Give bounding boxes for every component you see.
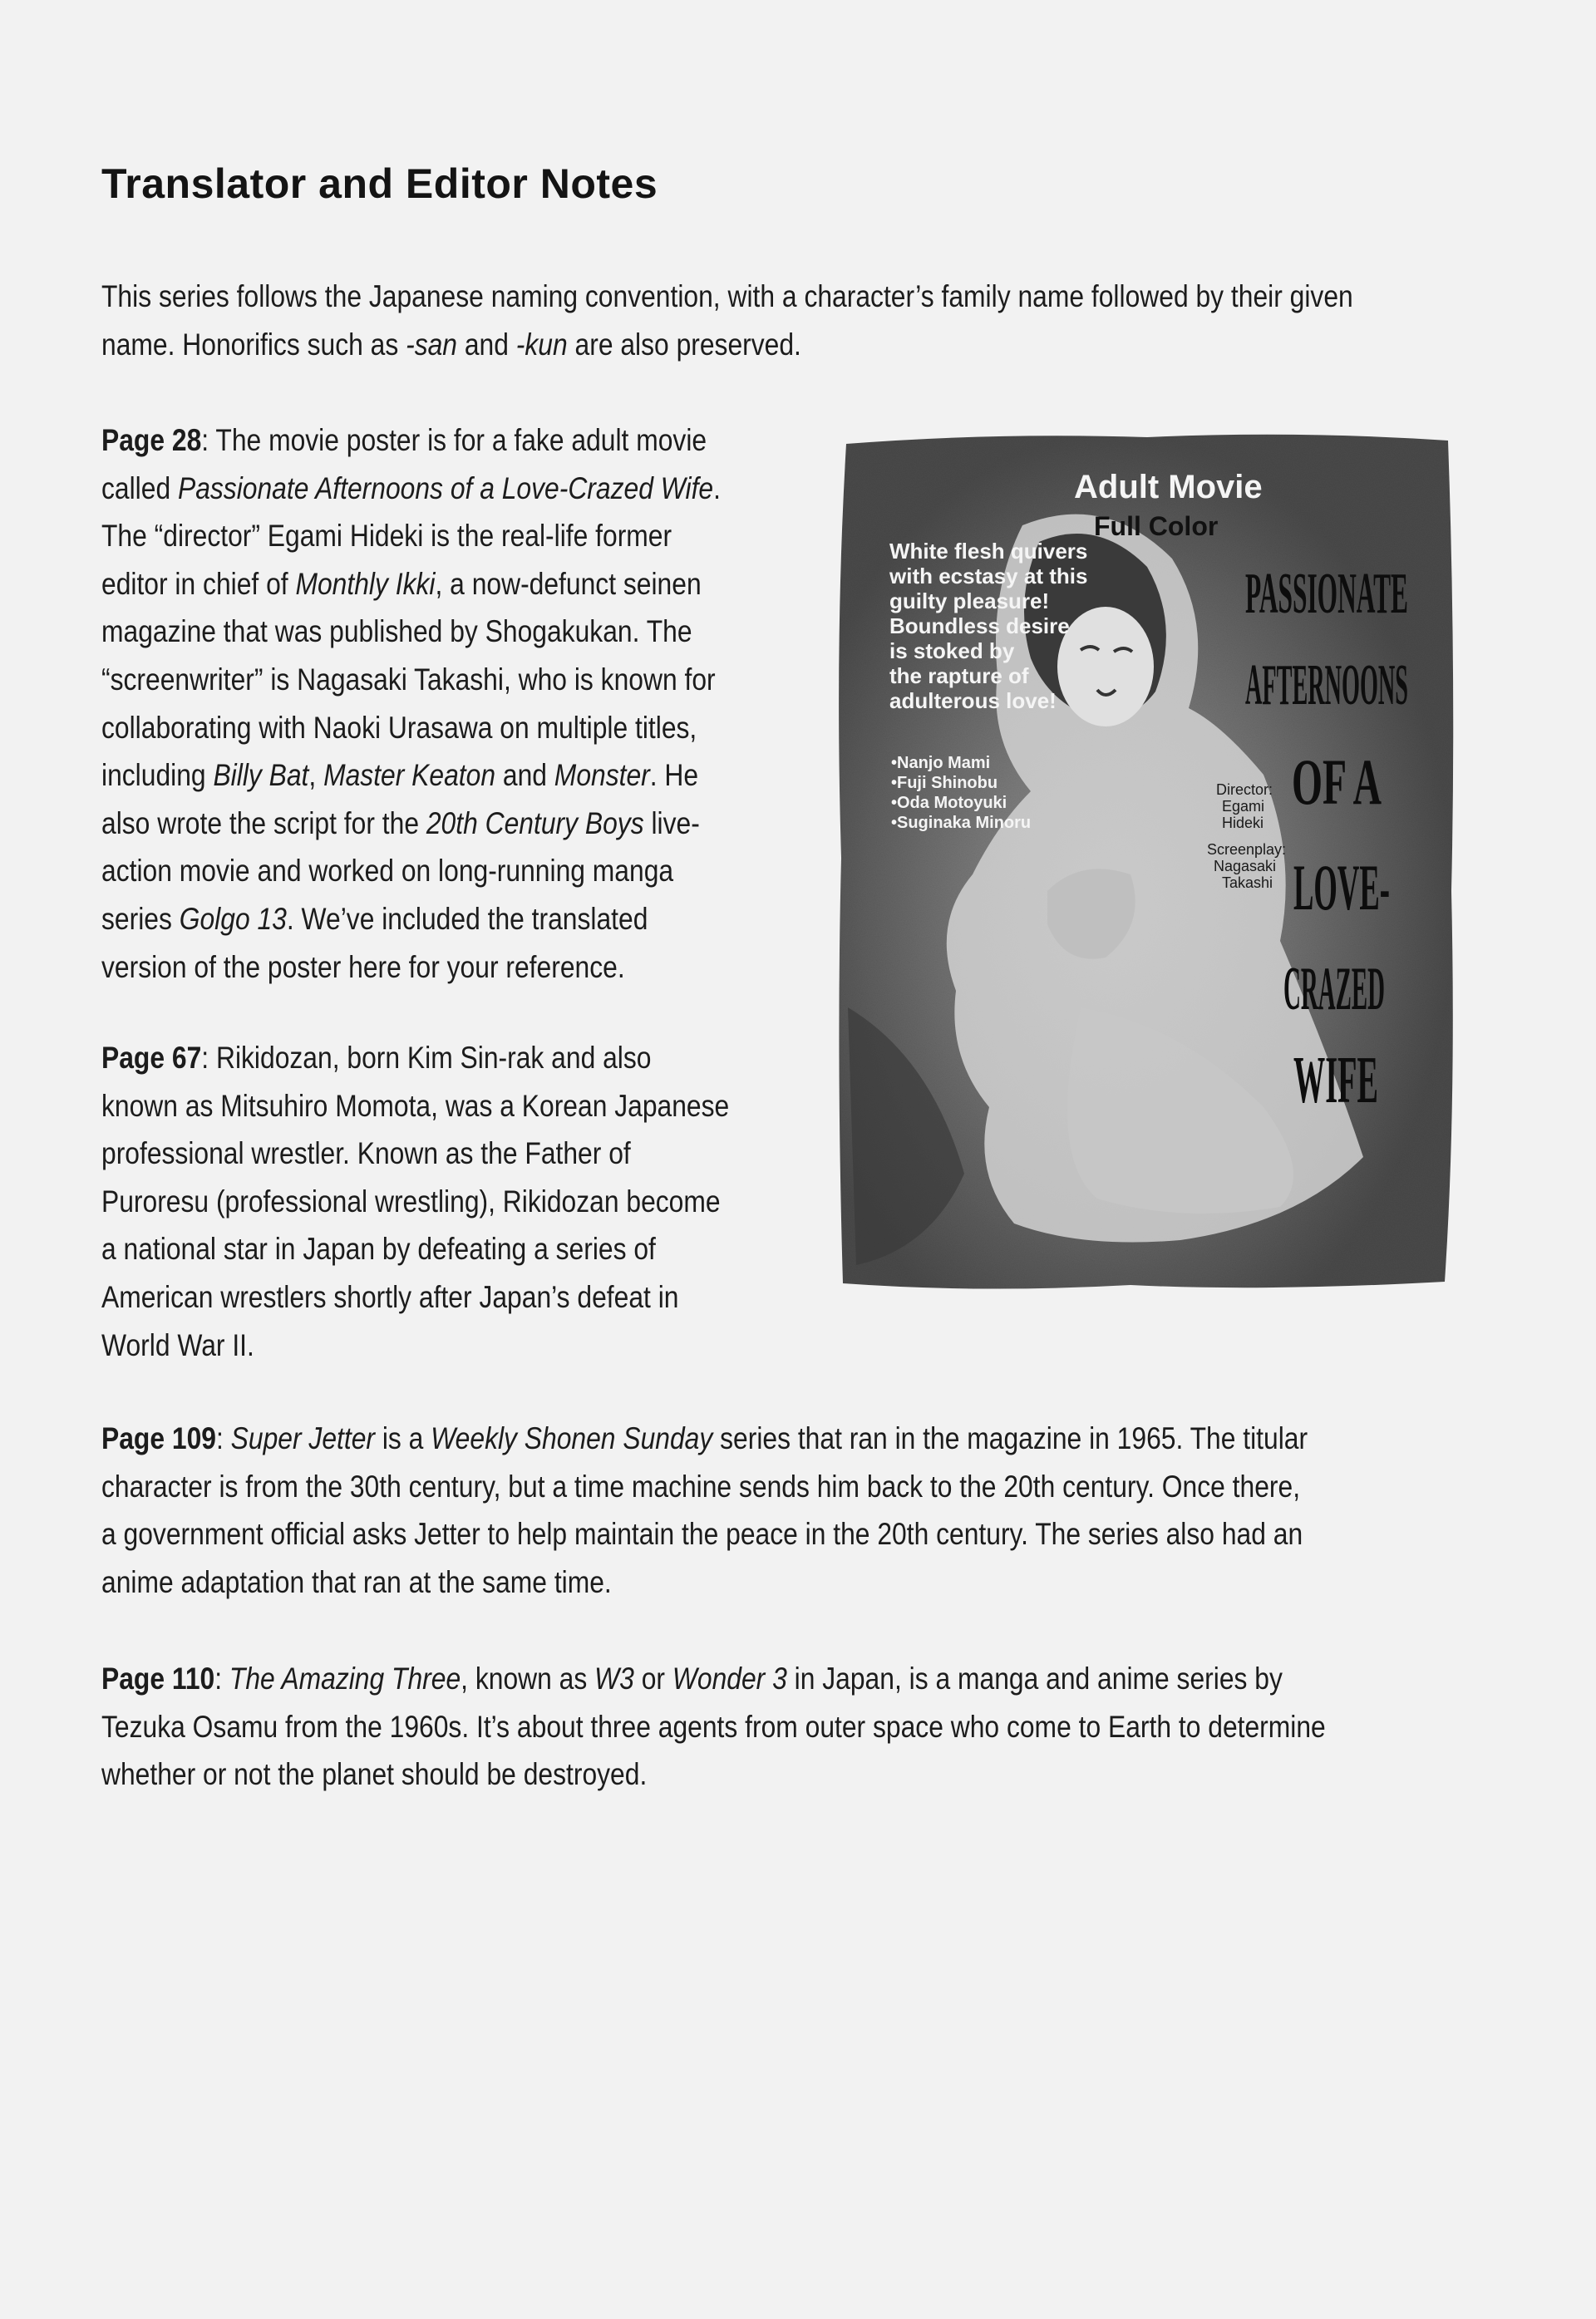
note-text: , a now-defunct seinen xyxy=(435,566,702,601)
note-text: , known as xyxy=(461,1662,595,1696)
tagline-line: guilty pleasure! xyxy=(889,588,1050,613)
title-italic: Wonder 3 xyxy=(672,1662,787,1696)
note-page-110 xyxy=(101,1655,1574,1799)
title-italic: Master Keaton xyxy=(323,758,496,793)
note-text: a national star in Japan by defeating a series of xyxy=(101,1232,656,1267)
tagline-line: White flesh quivers xyxy=(889,539,1088,564)
note-text: The “director” Egami Hideki is the real-life former xyxy=(101,519,672,554)
screenplay-name: Nagasaki xyxy=(1214,858,1277,874)
note-text: . He xyxy=(649,758,699,793)
note-text: American wrestlers shortly after Japan’s defeat in xyxy=(101,1279,679,1314)
note-text: collaborating with Naoki Urasawa on multiple titles, xyxy=(101,710,697,745)
title-italic: Super Jetter xyxy=(230,1421,376,1455)
note-text: called xyxy=(101,470,178,505)
title-italic: Passionate Afternoons of a Love-Crazed Wife xyxy=(177,470,714,505)
note-text: : xyxy=(214,1662,229,1696)
note-text: live- xyxy=(643,805,700,840)
title-italic: Monster xyxy=(554,758,650,793)
note-text: : Rikidozan, born Kim Sin-rak and also xyxy=(201,1041,652,1075)
title-line: PASSIONATE xyxy=(1245,562,1408,626)
note-text: is a xyxy=(375,1421,431,1455)
note-text: series that ran in the magazine in 1965. The titular xyxy=(712,1421,1308,1455)
tagline-line: Boundless desire xyxy=(889,613,1070,638)
note-text: including xyxy=(101,758,214,793)
tagline-line: is stoked by xyxy=(889,638,1015,663)
title-italic: Monthly Ikki xyxy=(295,566,436,601)
note-text: also wrote the script for the xyxy=(101,805,426,840)
tagline-line: the rapture of xyxy=(889,663,1029,688)
note-text: . We’ve included the translated xyxy=(286,901,648,936)
cast-name: •Suginaka Minoru xyxy=(891,814,1032,832)
note-text: or xyxy=(633,1662,672,1696)
note-label: Page 110 xyxy=(101,1662,215,1696)
note-text: World War II. xyxy=(101,1327,254,1362)
note-page-67 xyxy=(101,1034,880,1369)
intro-paragraph xyxy=(101,273,1574,368)
note-text: . xyxy=(713,470,721,505)
note-text: : xyxy=(215,1421,231,1455)
note-text: series xyxy=(101,901,180,936)
title-italic: Billy Bat xyxy=(213,758,309,793)
honorific-kun: -kun xyxy=(515,327,568,362)
director-name: Hideki xyxy=(1222,815,1264,831)
title-line: OF A xyxy=(1292,746,1382,818)
poster-header-fullcolor: Full Color xyxy=(1094,511,1219,541)
note-text: professional wrestler. Known as the Father of xyxy=(101,1136,631,1171)
note-text: a government official asks Jetter to help maintain the peace in the 20th century. The series also had an xyxy=(101,1517,1303,1552)
note-text: , xyxy=(308,758,324,793)
note-text: and xyxy=(495,758,554,793)
intro-text: are also preserved. xyxy=(567,327,801,362)
title-italic: Weekly Shonen Sunday xyxy=(431,1421,713,1455)
note-label: Page 109 xyxy=(101,1421,216,1455)
title-line: LOVE- xyxy=(1293,851,1390,923)
note-text: Tezuka Osamu from the 1960s. It’s about three agents from outer space who come to Earth to determine xyxy=(101,1709,1326,1744)
director-name: Egami xyxy=(1222,798,1265,815)
note-text: editor in chief of xyxy=(101,566,296,601)
cast-name: •Oda Motoyuki xyxy=(891,794,1007,812)
note-text: magazine that was published by Shogakukan. The xyxy=(101,614,692,649)
screenplay-label: Screenplay: xyxy=(1207,841,1287,858)
intro-text: and xyxy=(456,327,516,362)
director-label: Director: xyxy=(1216,781,1273,798)
honorific-san: -san xyxy=(406,327,457,362)
note-text: action movie and worked on long-running manga xyxy=(101,854,674,889)
tagline-line: adulterous love! xyxy=(889,688,1057,713)
tagline-line: with ecstasy at this xyxy=(889,564,1088,588)
note-label: Page 67 xyxy=(101,1041,202,1075)
note-page-109 xyxy=(101,1415,1574,1606)
intro-text: name. Honorifics such as xyxy=(101,327,406,362)
note-text: version of the poster here for your reference. xyxy=(101,949,625,984)
note-text: : The movie poster is for a fake adult movie xyxy=(201,423,707,457)
cast-name: •Fuji Shinobu xyxy=(891,774,998,792)
title-italic: Golgo 13 xyxy=(179,901,287,936)
note-text: Puroresu (professional wrestling), Rikidozan become xyxy=(101,1184,721,1219)
title-italic: 20th Century Boys xyxy=(426,805,644,840)
note-text: whether or not the planet should be destroyed. xyxy=(101,1757,648,1792)
note-page-28 xyxy=(101,416,880,991)
note-text: in Japan, is a manga and anime series by xyxy=(786,1662,1283,1696)
title-italic: W3 xyxy=(594,1662,634,1696)
note-text: character is from the 30th century, but a time machine sends him back to the 20th century. Once there, xyxy=(101,1469,1301,1504)
movie-poster xyxy=(831,426,1461,1297)
title-line: AFTERNOONS xyxy=(1245,653,1408,717)
note-label: Page 28 xyxy=(101,423,202,457)
note-text: “screenwriter” is Nagasaki Takashi, who is known for xyxy=(101,662,716,697)
page-title: Translator and Editor Notes xyxy=(101,160,658,207)
title-italic: The Amazing Three xyxy=(229,1662,461,1696)
cast-name: •Nanjo Mami xyxy=(891,754,991,772)
title-line: CRAZED xyxy=(1283,955,1385,1023)
title-line: WIFE xyxy=(1293,1044,1378,1117)
note-text: known as Mitsuhiro Momota, was a Korean Japanese xyxy=(101,1088,730,1123)
note-text: anime adaptation that ran at the same time. xyxy=(101,1564,612,1599)
screenplay-name: Takashi xyxy=(1222,874,1273,891)
intro-text: This series follows the Japanese naming convention, with a character’s family name followed by their given xyxy=(101,279,1353,313)
poster-header-adult: Adult Movie xyxy=(1074,469,1263,505)
